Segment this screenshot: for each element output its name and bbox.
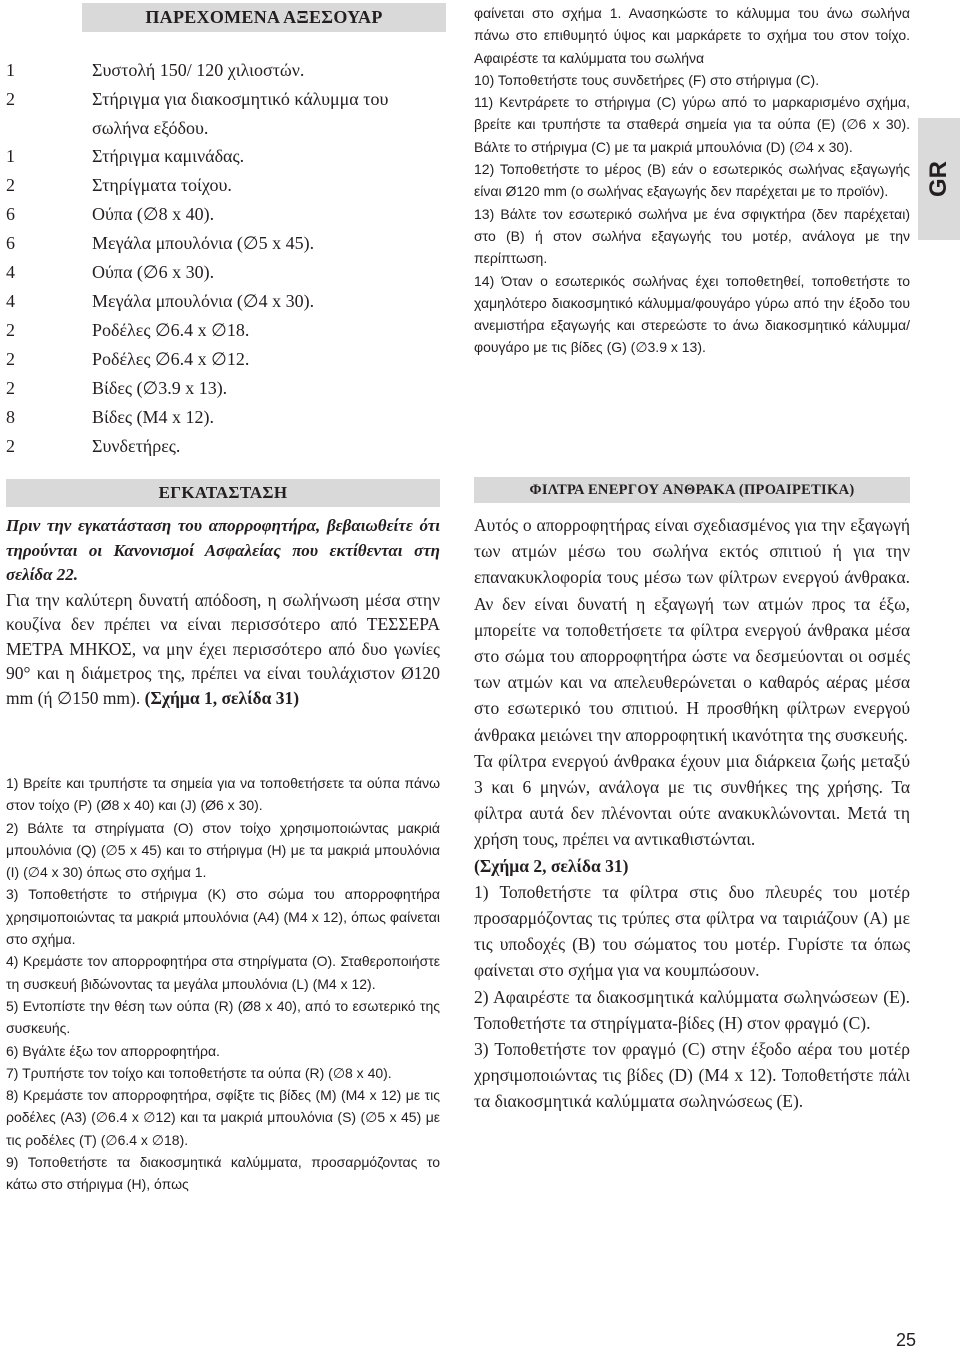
step-item: 2) Αφαιρέστε τα διακοσμητικά καλύμματα σωληνώσεων (E). Τοποθετήστε τα στηρίγματα-βίδες (H) στον φραγμό (C). bbox=[474, 986, 910, 1033]
item-description: Ούπα (∅6 x 30). bbox=[92, 262, 215, 282]
step-item: 4) Κρεμάστε τον απορροφητήρα στα στηρίγματα (O). Σταθεροποιήστε τη συσκευή βιδώνοντας τα μεγάλα μπουλόνια (L) (M4 x 12). bbox=[6, 953, 440, 992]
item-quantity: 2 bbox=[6, 320, 15, 340]
step-item: 13) Βάλτε τον εσωτερικό σωλήνα με ένα σφιγκτήρα (δεν παρέχεται) στο (B) ή στον σωλήνα εξαγωγής του μοτέρ, ανάλογα με την περίπτωση. bbox=[474, 205, 910, 267]
installation-text: Για την καλύτερη δυνατή απόδοση, η σωλήνωση μέσα στην κουζίνα δεν πρέπει να είναι περισσότερο από ΤΕΣΣΕΡΑ ΜΕΤΡΑ ΜΗΚΟΣ, να μην έχει περισσότερο από δυο γωνίες 90° και η διάμετρος της, πρέπει να είναι τουλάχιστον Ø120 mm (ή ∅150 mm). bbox=[6, 589, 440, 708]
item-quantity: 2 bbox=[6, 436, 15, 456]
filters-heading: ΦΙΛΤΡΑ ΕΝΕΡΓΟΥ ΑΝΘΡΑΚΑ (ΠΡΟΑΙΡΕΤΙΚΑ) bbox=[474, 477, 910, 503]
list-item bbox=[6, 229, 440, 258]
list-item bbox=[6, 258, 440, 287]
list-item bbox=[6, 171, 440, 200]
step-item: 11) Κεντράρετε το στήριγμα (C) γύρω από το μαρκαρισμένο σχήμα, βρείτε και τρυπήστε τα σταθερά σημεία για τα ούπα (E) (∅6 x 30). Βάλτε το στήριγμα (C) με τα μακριά μπουλόνια (D) (∅4 x 30). bbox=[474, 94, 910, 155]
language-code: GR bbox=[925, 161, 952, 197]
step-item: 3) Τοποθετήστε το στήριγμα (K) στο σώμα του απορροφητήρα χρησιμοποιώντας τα μακριά μπουλόνια (A4) (M4 x 12), όπως φαίνεται στο σχήμα. bbox=[6, 886, 440, 948]
safety-warning: Πριν την εγκατάσταση του απορροφητήρα, βεβαιωθείτε ότι τηρούνται οι Κανονισμοί Ασφαλείας που εκτίθενται στη σελίδα 22. bbox=[6, 516, 440, 584]
item-quantity: 2 bbox=[6, 378, 15, 398]
list-item bbox=[6, 345, 440, 374]
step-item: 6) Βγάλτε έξω τον απορροφητήρα. bbox=[6, 1042, 220, 1059]
item-quantity: 4 bbox=[6, 291, 15, 311]
step-item: 1) Τοποθετήστε τα φίλτρα στις δυο πλευρές του μοτέρ προσαρμόζοντας τις τρύπες στα φίλτρα να ταιριάζουν (A) με τις υποδοχές (B) του σώματος του μοτέρ. Γυρίστε τα όπως φαίνεται στο σχήμα για να κουμπώσουν. bbox=[474, 881, 910, 981]
accessories-heading: ΠΑΡΕΧΟΜΕΝΑ ΑΞΕΣΟΥΑΡ bbox=[82, 3, 446, 32]
step-item: 14) Όταν ο εσωτερικός σωλήνας έχει τοποθετηθεί, τοποθετήστε το χαμηλότερο διακοσμητικό κάλυμμα/φουγάρο γύρω από την έξοδο του ανεμιστήρα εξαγωγής και στερεώστε το άνω διακοσμητικό κάλυμμα/φουγάρο με τις βίδες (G) (∅3.9 x 13). bbox=[474, 272, 910, 356]
figure-reference: (Σχήμα 2, σελίδα 31) bbox=[474, 855, 629, 876]
installation-paragraph bbox=[6, 588, 440, 711]
list-item bbox=[6, 142, 440, 171]
item-quantity: 2 bbox=[6, 89, 15, 109]
list-item bbox=[6, 56, 440, 85]
item-quantity: 1 bbox=[6, 60, 15, 80]
installation-steps-continued bbox=[474, 2, 910, 359]
item-description: Ροδέλες ∅6.4 x ∅12. bbox=[92, 349, 250, 369]
item-quantity: 6 bbox=[6, 204, 15, 224]
item-description: Βίδες (M4 x 12). bbox=[92, 407, 215, 427]
filters-section bbox=[474, 512, 910, 1115]
item-quantity: 1 bbox=[6, 146, 15, 166]
step-item: 12) Τοποθετήστε το μέρος (B) εάν ο εσωτερικός σωλήνας εξαγωγής είναι Ø120 mm (ο σωλήνας εξαγωγής δεν παρέχεται με το προϊόν). bbox=[474, 161, 910, 200]
filters-paragraph: Αυτός ο απορροφητήρας είναι σχεδιασμένος για την εξαγωγή των ατμών μέσω του σωλήνα εκτός σπιτιού ή για την επανακυκλοφορία τους μέσω των φίλτρων ενεργού άνθρακα. Αν δεν είναι δυνατή η εξαγωγή των ατμών προς τα έξω, μπορείτε να τοποθετήσετε τα φίλτρα ενεργού άνθρακα μέσα στο σώμα του απορροφητήρα ώστε να δεσμεύονται οι οσμές των ατμών και να απελευθερώνεται ο καθαρός αέρας μέσα στο εσωτερικό του σπιτιού. Η προσθήκη φίλτρων ενεργού άνθρακα μειώνει την απορροφητική ικανότητα της συσκευής. bbox=[474, 515, 910, 745]
installation-heading: ΕΓΚΑΤΑΣΤΑΣΗ bbox=[6, 479, 440, 507]
step-item: 1) Βρείτε και τρυπήστε τα σημεία για να τοποθετήσετε τα ούπα πάνω στον τοίχο (P) (Ø8 x 40) και (J) (Ø6 x 30). bbox=[6, 775, 440, 814]
item-description: Βίδες (∅3.9 x 13). bbox=[92, 378, 228, 398]
item-description: Συνδετήρες. bbox=[92, 436, 181, 456]
step-item: 8) Κρεμάστε τον απορροφητήρα, σφίξτε τις βίδες (M) (M4 x 12) με τις ροδέλες (A3) (∅6.4 x ∅12) και τα μακριά μπουλόνια (S) (∅5 x 45) με τις ροδέλες (T) (∅6.4 x ∅18). bbox=[6, 1087, 440, 1148]
step-item: 7) Τρυπήστε τον τοίχο και τοποθετήστε τα ούπα (R) (∅8 x 40). bbox=[6, 1064, 392, 1081]
installation-steps bbox=[6, 772, 440, 1196]
item-quantity: 2 bbox=[6, 349, 15, 369]
item-quantity: 8 bbox=[6, 407, 15, 427]
item-description: Στήριγμα καμινάδας. bbox=[92, 146, 245, 166]
figure-reference: (Σχήμα 1, σελίδα 31) bbox=[144, 687, 300, 708]
item-description: Στήριγμα για διακοσμητικό κάλυμμα του σωλήνα εξόδου. bbox=[92, 89, 389, 138]
item-description: Ροδέλες ∅6.4 x ∅18. bbox=[92, 320, 250, 340]
filters-paragraph: Τα φίλτρα ενεργού άνθρακα έχουν μια διάρκεια ζωής μεταξύ 3 και 6 μηνών, ανάλογα με τις συνθήκες της χρήσης. Τα φίλτρα αυτά δεν πλένονται ούτε ανακυκλώνονται. Μετά τη χρήση τους, πρέπει να αντικαθιστώνται. bbox=[474, 750, 910, 850]
list-item bbox=[6, 374, 440, 403]
list-item bbox=[6, 85, 440, 142]
item-description: Μεγάλα μπουλόνια (∅5 x 45). bbox=[92, 233, 315, 253]
list-item bbox=[6, 316, 440, 345]
list-item bbox=[6, 403, 440, 432]
list-item bbox=[6, 432, 440, 461]
item-quantity: 2 bbox=[6, 175, 15, 195]
step-item: 10) Τοποθετήστε τους συνδετήρες (F) στο στήριγμα (C). bbox=[474, 71, 820, 88]
item-description: Μεγάλα μπουλόνια (∅4 x 30). bbox=[92, 291, 315, 311]
step-item: 9) Τοποθετήστε τα διακοσμητικά καλύμματα, προσαρμόζοντας το κάτω στο στήριγμα (H), όπως bbox=[6, 1154, 440, 1193]
item-description: Ούπα (∅8 x 40). bbox=[92, 204, 215, 224]
step-item: 2) Βάλτε τα στηρίγματα (O) στον τοίχο χρησιμοποιώντας μακριά μπουλόνια (Q) (∅5 x 45) και το στήριγμα (H) με τα μακριά μπουλόνια (I) (∅4 x 30) όπως στο σχήμα 1. bbox=[6, 819, 440, 881]
step-item: φαίνεται στο σχήμα 1. Ανασηκώστε το κάλυμμα του άνω σωλήνα πάνω στο επιθυμητό ύψος και μαρκάρετε το σχήμα του στον τοίχο. Αφαιρέστε τα καλύμματα του σωλήνα bbox=[474, 5, 910, 66]
accessories-list bbox=[6, 56, 440, 461]
item-description: Στηρίγματα τοίχου. bbox=[92, 175, 232, 195]
item-quantity: 4 bbox=[6, 262, 15, 282]
list-item bbox=[6, 200, 440, 229]
installation-intro bbox=[6, 514, 440, 710]
item-quantity: 6 bbox=[6, 233, 15, 253]
language-tab bbox=[918, 118, 960, 240]
step-item: 5) Εντοπίστε την θέση των ούπα (R) (Ø8 x 40), από το εσωτερικό της συσκευής. bbox=[6, 997, 440, 1037]
list-item bbox=[6, 287, 440, 316]
item-description: Συστολή 150/ 120 χιλιοστών. bbox=[92, 60, 305, 80]
step-item: 3) Τοποθετήστε τον φραγμό (C) στην έξοδο αέρα του μοτέρ χρησιμοποιώντας τις βίδες (D) (M4 x 12). Τοποθετήστε πάλι τα διακοσμητικά καλύμματα σωληνώσεως (E). bbox=[474, 1039, 910, 1112]
page-number: 25 bbox=[895, 1330, 916, 1350]
